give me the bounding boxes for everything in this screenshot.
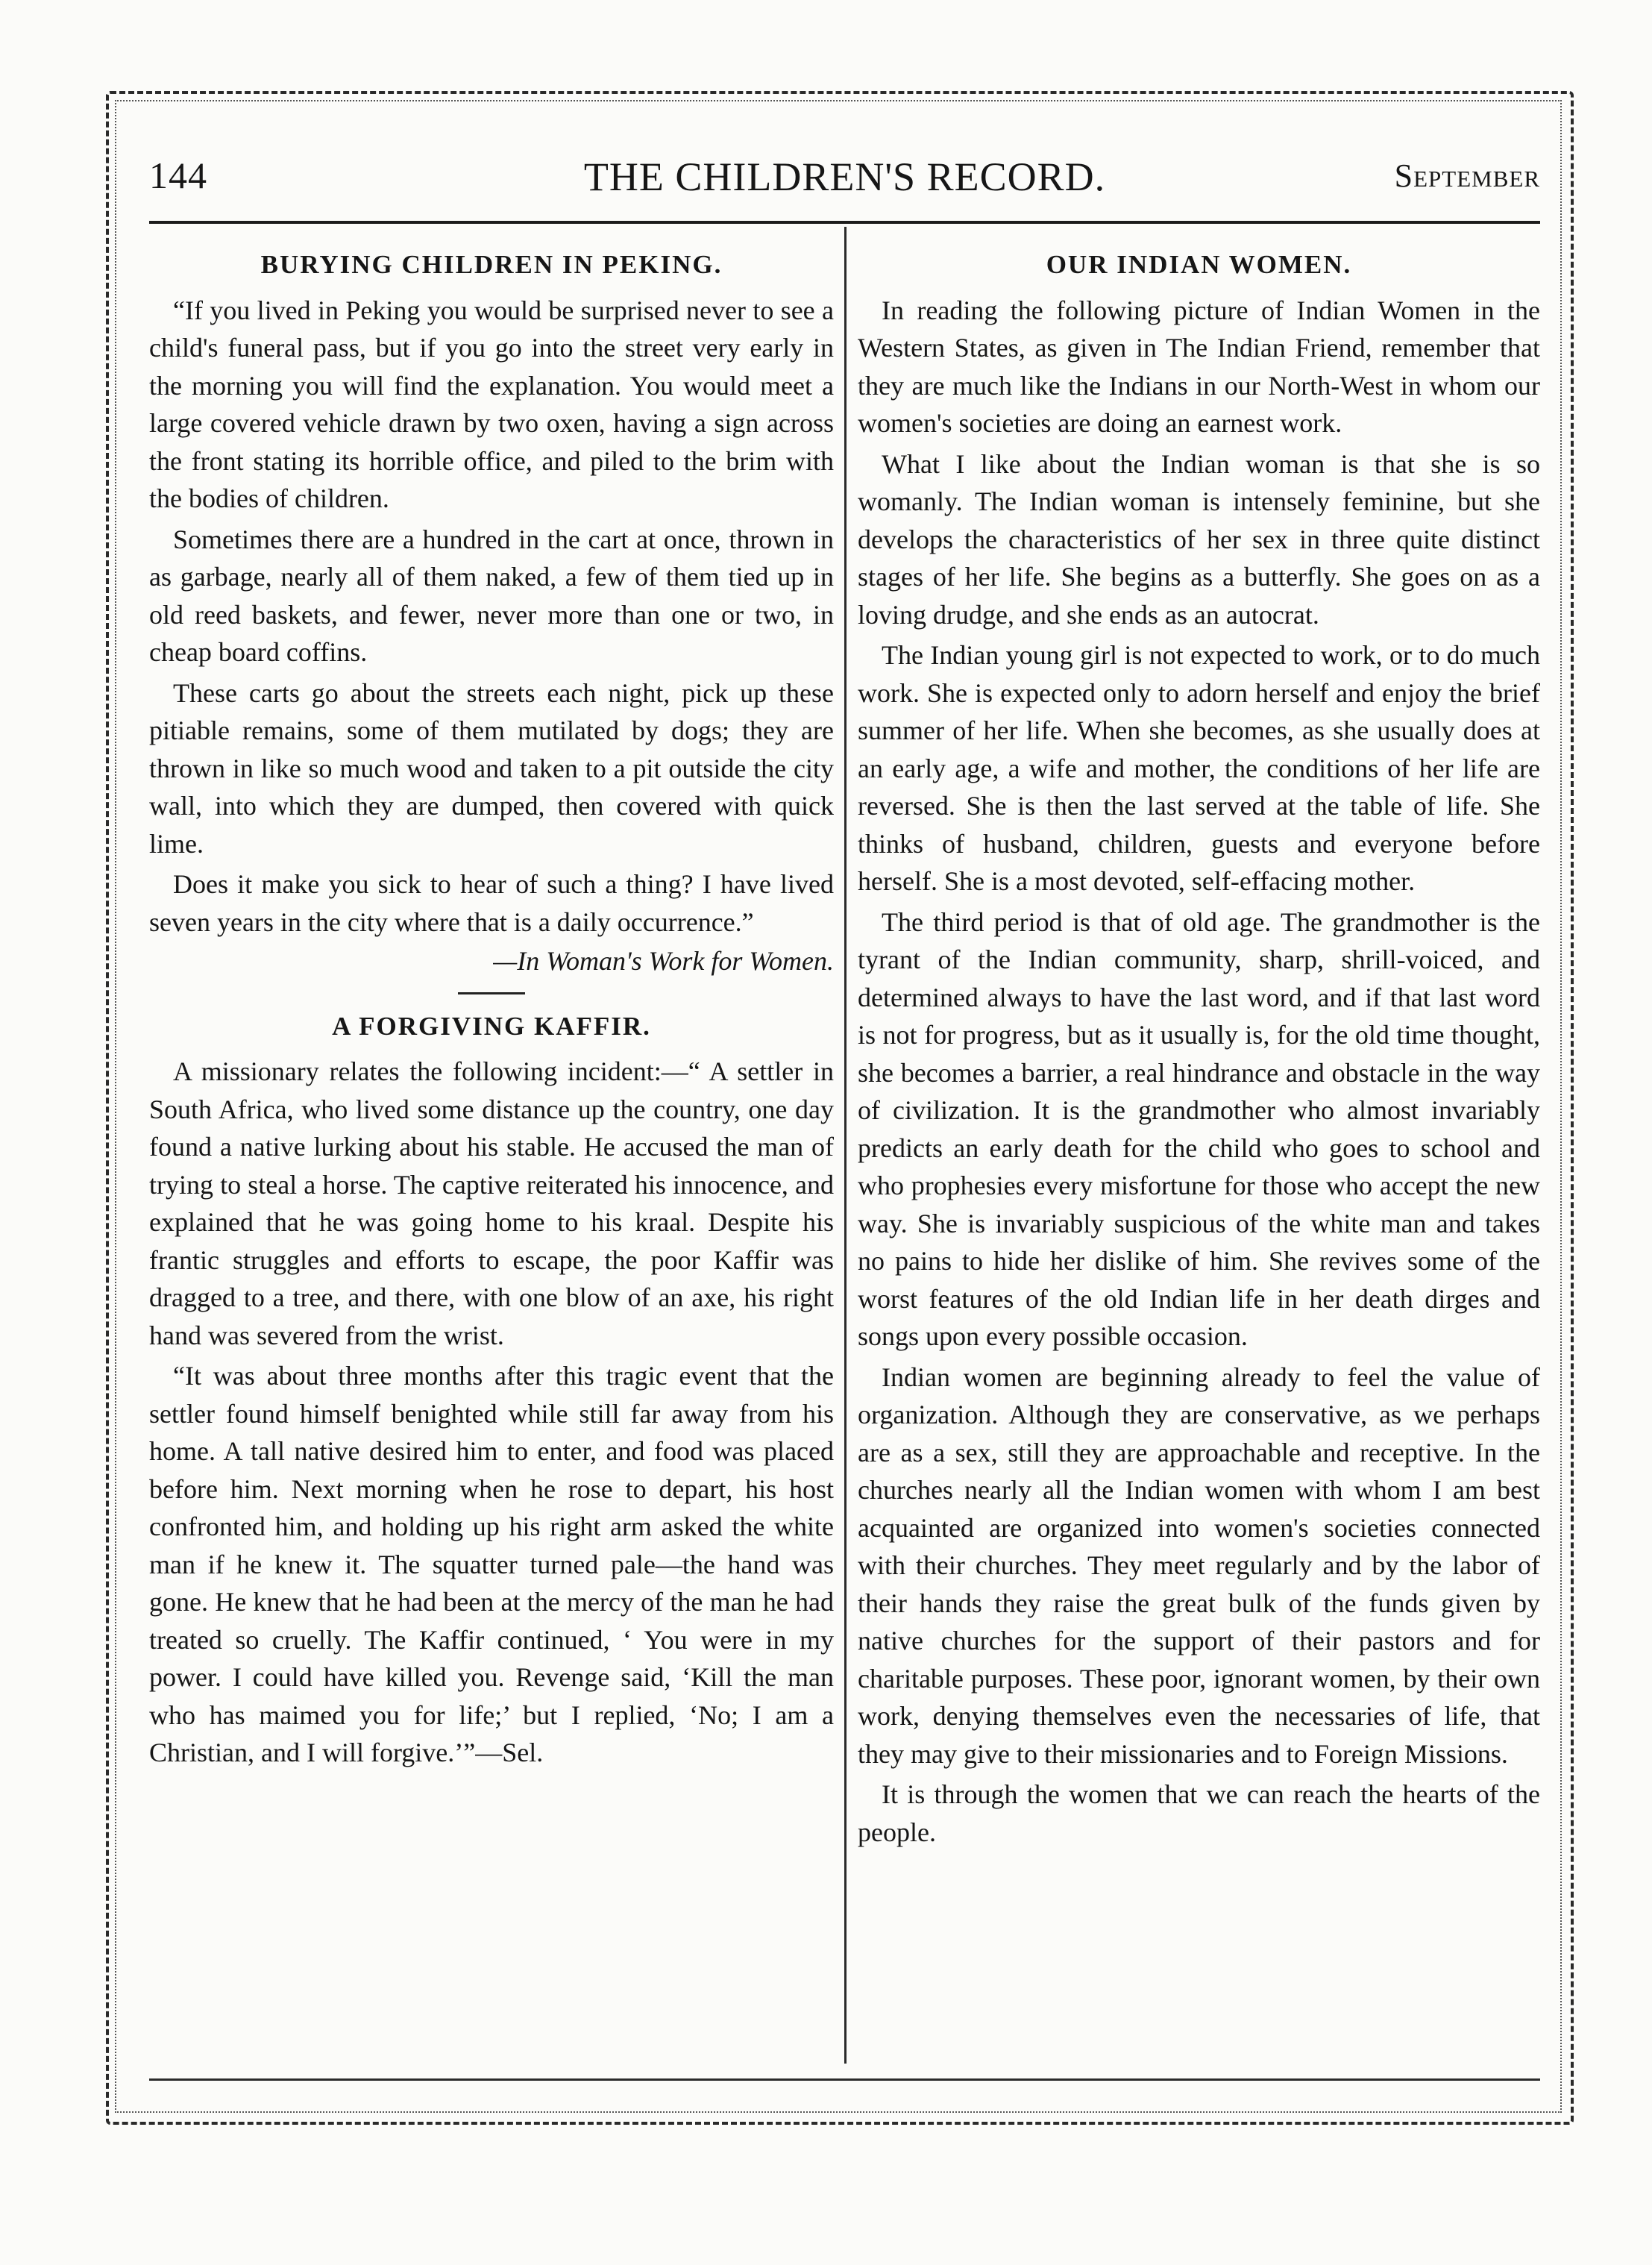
paragraph: In reading the following picture of Indian Women in the Western States, as given in The Indian Friend, remember that they are much like the Indians in our North-West in whom our women's societies are doing an earnest work. bbox=[858, 295, 1540, 438]
issue-month: September bbox=[1394, 157, 1540, 194]
column-divider bbox=[844, 227, 847, 2064]
article-title: OUR INDIAN WOMEN. bbox=[1046, 250, 1352, 279]
article-burying-children bbox=[149, 246, 834, 980]
page-header bbox=[149, 154, 1540, 213]
paragraph: It is through the women that we can reach the hearts of the people. bbox=[858, 1779, 1540, 1847]
paragraph: “It was about three months after this tragic event that the settler found himself benighted while still far away from his home. A tall native desired him to enter, and food was placed before him. Next morning when he rose to depart, his host confronted him, and holding up his right arm asked the white man if he knew it. The squatter turned pale—the hand was gone. He knew that he had been at the mercy of the man he had treated so cruelly. The Kaffir continued, ‘ You were in my power. I could have killed you. Revenge said, ‘Kill the man who has maimed you for life;’ but I replied, ‘No; I am a Christian, and I will forgive.’”—Sel. bbox=[149, 1361, 834, 1767]
paragraph: A missionary relates the following incident:—“ A settler in South Africa, who lived some distance up the country, one day found a native lurking about his stable. He accused the man of trying to steal a horse. The captive reiterated his innocence, and explained that he was going home to his kraal. Despite his frantic struggles and efforts to escape, the poor Kaffir was dragged to a tree, and there, with one blow of an axe, his right hand was severed from the wrist. bbox=[149, 1056, 834, 1350]
paragraph: The Indian young girl is not expected to work, or to do much work. She is expected only to adorn herself and enjoy the brief summer of her life. When she becomes, as she usually does at an early age, a wife and mother, the conditions of her life are reversed. She is then the last served at the table of life. She thinks of husband, children, guests and everyone before herself. She is a most devoted, self-effacing mother. bbox=[858, 640, 1540, 896]
paragraph: Indian women are beginning already to feel the value of organization. Although they are conservative, as we perhaps are as a sex, still they are approachable and receptive. In the churches nearly all the Indian women with whom I am best acquainted are organized into women's societies connected with their churches. They meet regularly and by the labor of their hands they raise the great bulk of the funds given by native churches for the support of their pastors and for charitable purposes. These poor, ignorant women, by their own work, denying themselves even the necessaries of life, that they may give to their missionaries and to Foreign Missions. bbox=[858, 1362, 1540, 1769]
journal-title: THE CHILDREN'S RECORD. bbox=[583, 154, 1106, 199]
footer-rule bbox=[149, 2078, 1540, 2081]
page-number: 144 bbox=[149, 154, 207, 196]
left-column bbox=[149, 246, 834, 1772]
attribution: —In Woman's Work for Women. bbox=[493, 946, 834, 976]
paragraph: Does it make you sick to hear of such a thing? I have lived seven years in the city where that is a daily occurrence.” bbox=[149, 869, 834, 937]
paragraph: Sometimes there are a hundred in the cart at once, thrown in as garbage, nearly all of them naked, a few of them tied up in old reed baskets, and fewer, never more than one or two, in cheap board coffins. bbox=[149, 524, 834, 667]
article-indian-women bbox=[858, 246, 1540, 1851]
paragraph: What I like about the Indian woman is that she is so womanly. The Indian woman is intensely feminine, but she develops the characteristics of her sex in three quite distinct stages of her life. She begins as a butterfly. She goes on as a loving drudge, and she ends as an autocrat. bbox=[858, 448, 1540, 630]
section-divider bbox=[458, 992, 525, 994]
article-forgiving-kaffir bbox=[149, 1008, 834, 1772]
paragraph: The third period is that of old age. The grandmother is the tyrant of the Indian community, sharp, shrill-voiced, and determined always to have the last word, and if that last word is not for progress, but as it usually is, for the old time thought, she becomes a barrier, a real hindrance and obstacle in the way of civilization. It is the grandmother who almost invariably predicts an early death for the child who goes to school and who prophesies every misfortune for those who accept the new way. She is invariably suspicious of the white man and takes no pains to hide her dislike of him. She revives some of the worst features of the old Indian life in her death dirges and songs upon every possible occasion. bbox=[858, 906, 1540, 1351]
article-title: BURYING CHILDREN IN PEKING. bbox=[260, 250, 723, 279]
article-title: A FORGIVING KAFFIR. bbox=[332, 1011, 651, 1041]
paragraph: “If you lived in Peking you would be surprised never to see a child's funeral pass, but if you go into the street very early in the morning you will find the explanation. You would meet a large covered vehicle drawn by two oxen, having a sign across the front stating its horrible office, and piled to the brim with the bodies of children. bbox=[149, 295, 834, 513]
paragraph: These carts go about the streets each night, pick up these pitiable remains, some of them mutilated by dogs; they are thrown in like so much wood and taken to a pit outside the city wall, into which they are dumped, then covered with quick lime. bbox=[149, 677, 834, 859]
header-rule bbox=[149, 221, 1540, 224]
right-column bbox=[858, 246, 1540, 1851]
